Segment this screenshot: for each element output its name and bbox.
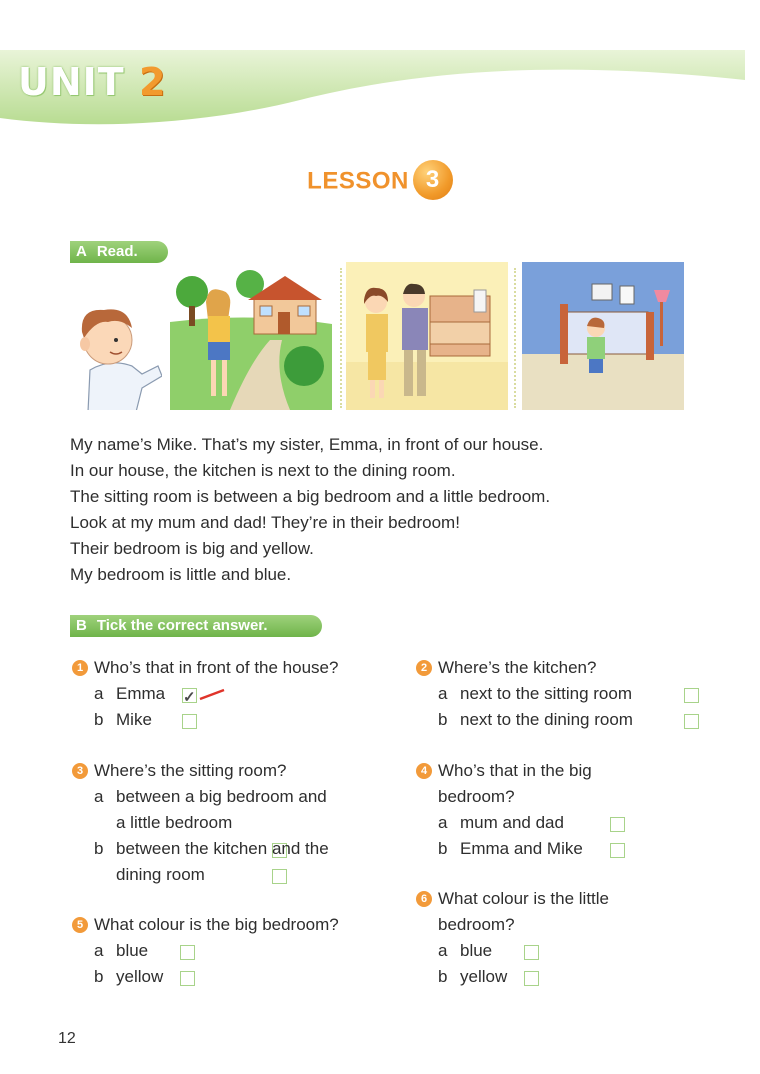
- page-number: 12: [58, 1030, 76, 1047]
- option-text-continued: a little bedroom: [116, 813, 233, 832]
- option-text: Emma and Mike: [460, 839, 583, 858]
- question-text: Where’s the sitting room?: [94, 761, 287, 780]
- option-text: blue: [116, 941, 149, 960]
- parents-bedroom-illustration: [346, 262, 508, 410]
- option-text: yellow: [116, 967, 164, 986]
- question-text-continued: bedroom?: [438, 787, 515, 806]
- reading-line: The sitting room is between a big bedroom and a little bedroom.: [70, 487, 551, 506]
- option-text: Emma: [116, 684, 166, 703]
- question-text: What colour is the little: [438, 889, 610, 908]
- option-letter: a: [438, 684, 448, 703]
- mike-illustration: [70, 262, 162, 410]
- question-number-badge: 1: [72, 660, 88, 676]
- answer-checkbox[interactable]: [524, 945, 539, 960]
- answer-checkbox[interactable]: [182, 714, 197, 729]
- option-text: between the kitchen and the: [116, 839, 329, 858]
- question-5: [72, 912, 402, 990]
- option-text: Mike: [116, 710, 152, 729]
- reading-line: My name’s Mike. That’s my sister, Emma, in front of our house.: [70, 435, 544, 454]
- answer-checkbox[interactable]: [272, 869, 287, 884]
- option-text: next to the dining room: [460, 710, 633, 729]
- option-letter: b: [438, 839, 448, 858]
- question-number-badge: 5: [72, 917, 88, 933]
- reading-passage: [70, 432, 710, 588]
- reading-line: Their bedroom is big and yellow.: [70, 539, 314, 558]
- answer-checkbox[interactable]: [610, 817, 625, 832]
- question-number-badge: 3: [72, 763, 88, 779]
- option-text: next to the sitting room: [460, 684, 632, 703]
- option-letter: b: [94, 839, 104, 858]
- option-letter: a: [438, 813, 448, 832]
- option-letter: b: [94, 967, 104, 986]
- section-a-bar: [70, 241, 168, 263]
- question-number-badge: 6: [416, 891, 432, 907]
- option-letter: b: [438, 710, 448, 729]
- answer-checkbox[interactable]: [180, 971, 195, 986]
- option-letter: b: [438, 967, 448, 986]
- question-2: [416, 655, 716, 733]
- tick-mark: ✓: [183, 689, 196, 706]
- question-number-badge: 2: [416, 660, 432, 676]
- lesson-word: LESSON: [307, 167, 409, 195]
- section-a-letter: A: [76, 243, 87, 260]
- reading-line: Look at my mum and dad! They’re in their bedroom!: [70, 513, 460, 532]
- option-letter: b: [94, 710, 104, 729]
- section-a-label: Read.: [96, 243, 138, 260]
- question-text: Who’s that in the big: [438, 761, 592, 780]
- option-text: mum and dad: [460, 813, 564, 832]
- answer-checkbox[interactable]: [684, 688, 699, 703]
- option-text: yellow: [460, 967, 508, 986]
- lesson-number-badge: 3: [413, 160, 453, 200]
- unit-title: [18, 60, 166, 104]
- answer-checkbox[interactable]: [610, 843, 625, 858]
- unit-word: UNIT: [18, 60, 125, 104]
- question-3: [72, 758, 402, 888]
- answer-checkbox[interactable]: [180, 945, 195, 960]
- question-number-badge: 4: [416, 763, 432, 779]
- section-b-bar: [70, 615, 322, 637]
- question-text: What colour is the big bedroom?: [94, 915, 339, 934]
- red-pencil-mark: [198, 687, 228, 701]
- question-text: Who’s that in front of the house?: [94, 658, 339, 677]
- question-6: [416, 886, 716, 990]
- question-text: Where’s the kitchen?: [438, 658, 597, 677]
- unit-number: 2: [138, 60, 167, 104]
- option-text: blue: [460, 941, 493, 960]
- reading-line: In our house, the kitchen is next to the dining room.: [70, 461, 456, 480]
- option-letter: a: [94, 941, 104, 960]
- option-letter: a: [438, 941, 448, 960]
- answer-checkbox[interactable]: [684, 714, 699, 729]
- mike-bedroom-illustration: [522, 262, 684, 410]
- reading-line: My bedroom is little and blue.: [70, 565, 292, 584]
- section-b-letter: B: [76, 617, 87, 634]
- lesson-heading: [0, 162, 760, 202]
- picture-divider: [514, 268, 516, 408]
- option-letter: a: [94, 787, 104, 806]
- option-text: between a big bedroom and: [116, 787, 327, 806]
- question-text-continued: bedroom?: [438, 915, 515, 934]
- picture-divider: [340, 268, 342, 408]
- answer-checkbox[interactable]: [524, 971, 539, 986]
- option-text-continued: dining room: [116, 865, 205, 884]
- emma-house-illustration: [170, 262, 332, 410]
- question-1: [72, 655, 402, 733]
- option-letter: a: [94, 684, 104, 703]
- section-b-label: Tick the correct answer.: [96, 617, 268, 634]
- answer-checkbox-checked[interactable]: [182, 688, 197, 706]
- question-4: [416, 758, 716, 862]
